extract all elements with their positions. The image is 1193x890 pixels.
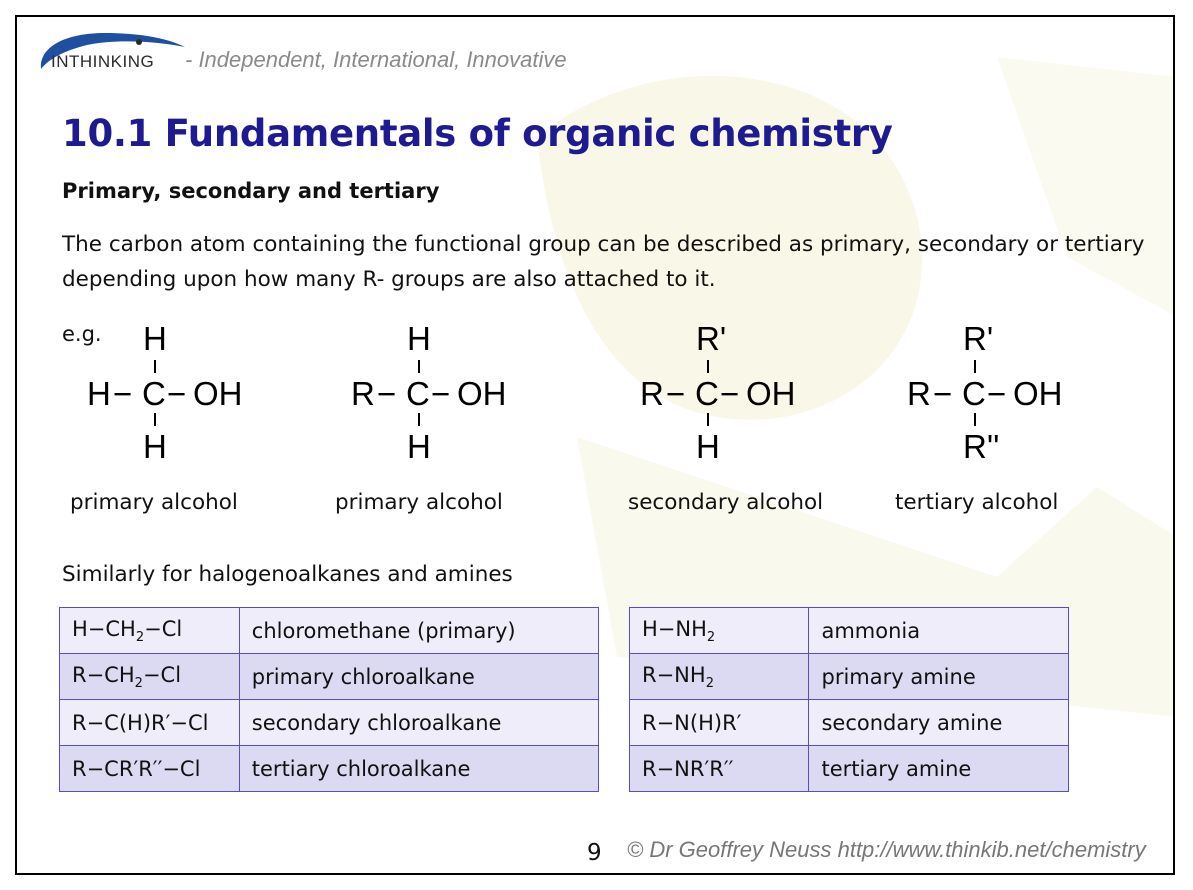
bond-bottom — [418, 413, 420, 426]
atom-left: R — [907, 375, 931, 412]
name-cell: tertiary amine — [809, 746, 1069, 792]
atom-bottom: H — [696, 428, 720, 465]
table-row — [60, 654, 599, 700]
formula-cell: R−N(H)R′ — [630, 700, 809, 746]
structure-primary-methanol — [87, 322, 287, 472]
name-cell: secondary amine — [809, 700, 1069, 746]
atom-left: H — [87, 375, 111, 412]
formula-cell: $H-CH_2-Cl$ — [60, 608, 240, 654]
atom-right: OH — [1013, 375, 1063, 412]
intro-paragraph: The carbon atom containing the functional group can be described as primary, secondary or tertiary depending upon how many R- groups are also attached to it. — [62, 232, 1145, 292]
bond-right: − — [431, 375, 451, 412]
atom-bottom: R'' — [963, 428, 1000, 465]
bond-left: − — [113, 375, 133, 412]
name-cell: secondary chloroalkane — [239, 700, 598, 746]
name-cell: chloromethane (primary) — [239, 608, 598, 654]
atom-bottom: H — [143, 428, 167, 465]
table-row — [630, 746, 1069, 792]
header-tagline: - Independent, International, Innovative — [185, 47, 567, 72]
structure-tertiary-alcohol — [907, 322, 1107, 472]
bond-bottom — [707, 413, 709, 426]
bond-left: − — [933, 375, 953, 412]
atom-top: H — [143, 320, 167, 357]
caption-structure-1: primary alcohol — [70, 490, 238, 515]
atom-center: C — [962, 375, 986, 412]
atom-right: OH — [193, 375, 243, 412]
table-row — [60, 700, 599, 746]
atom-bottom: H — [407, 428, 431, 465]
atom-top: H — [407, 320, 431, 357]
structure-primary-alcohol — [351, 322, 551, 472]
structure-secondary-alcohol — [640, 322, 840, 472]
bond-top — [418, 360, 420, 373]
table-row — [630, 700, 1069, 746]
name-cell: primary amine — [809, 654, 1069, 700]
atom-center: C — [406, 375, 430, 412]
section-subtitle: Primary, secondary and tertiary — [62, 179, 440, 203]
page-number: 9 — [587, 840, 602, 866]
similarly-text: Similarly for halogenoalkanes and amines — [62, 562, 513, 587]
formula-cell: $R-CH_2-Cl$ — [60, 654, 240, 700]
bond-top — [974, 360, 976, 373]
bond-right: − — [720, 375, 740, 412]
atom-left: R — [640, 375, 664, 412]
atom-left: R — [351, 375, 375, 412]
bond-bottom — [974, 413, 976, 426]
caption-structure-2: primary alcohol — [335, 490, 503, 515]
atom-right: OH — [746, 375, 796, 412]
bond-right: − — [987, 375, 1007, 412]
logo-text: INTHINKING — [51, 52, 155, 71]
atom-top: R' — [963, 320, 994, 357]
formula-cell: $R-NH_2$ — [630, 654, 809, 700]
caption-structure-4: tertiary alcohol — [895, 490, 1059, 515]
caption-structure-3: secondary alcohol — [628, 490, 824, 515]
atom-top: R' — [696, 320, 727, 357]
bond-left: − — [377, 375, 397, 412]
bond-top — [707, 360, 709, 373]
bond-right: − — [167, 375, 187, 412]
formula-cell: R−C(H)R′−Cl — [60, 700, 240, 746]
formula-cell: $H-NH_2$ — [630, 608, 809, 654]
slide — [15, 15, 1175, 875]
example-label: e.g. — [62, 322, 102, 346]
bond-top — [154, 360, 156, 373]
bond-left: − — [666, 375, 686, 412]
halogenoalkane-table — [59, 607, 599, 792]
name-cell: ammonia — [809, 608, 1069, 654]
table-row — [630, 608, 1069, 654]
formula-cell: R−NR′R′′ — [630, 746, 809, 792]
amine-table — [629, 607, 1069, 792]
atom-center: C — [142, 375, 166, 412]
name-cell: tertiary chloroalkane — [239, 746, 598, 792]
table-row — [60, 746, 599, 792]
name-cell: primary chloroalkane — [239, 654, 598, 700]
table-row — [60, 608, 599, 654]
table-row — [630, 654, 1069, 700]
atom-center: C — [695, 375, 719, 412]
atom-right: OH — [457, 375, 507, 412]
slide-title: 10.1 Fundamentals of organic chemistry — [62, 112, 893, 155]
bond-bottom — [154, 413, 156, 426]
formula-cell: R−CR′R′′−Cl — [60, 746, 240, 792]
footer-copyright: © Dr Geoffrey Neuss http://www.thinkib.net/chemistry — [627, 837, 1146, 862]
